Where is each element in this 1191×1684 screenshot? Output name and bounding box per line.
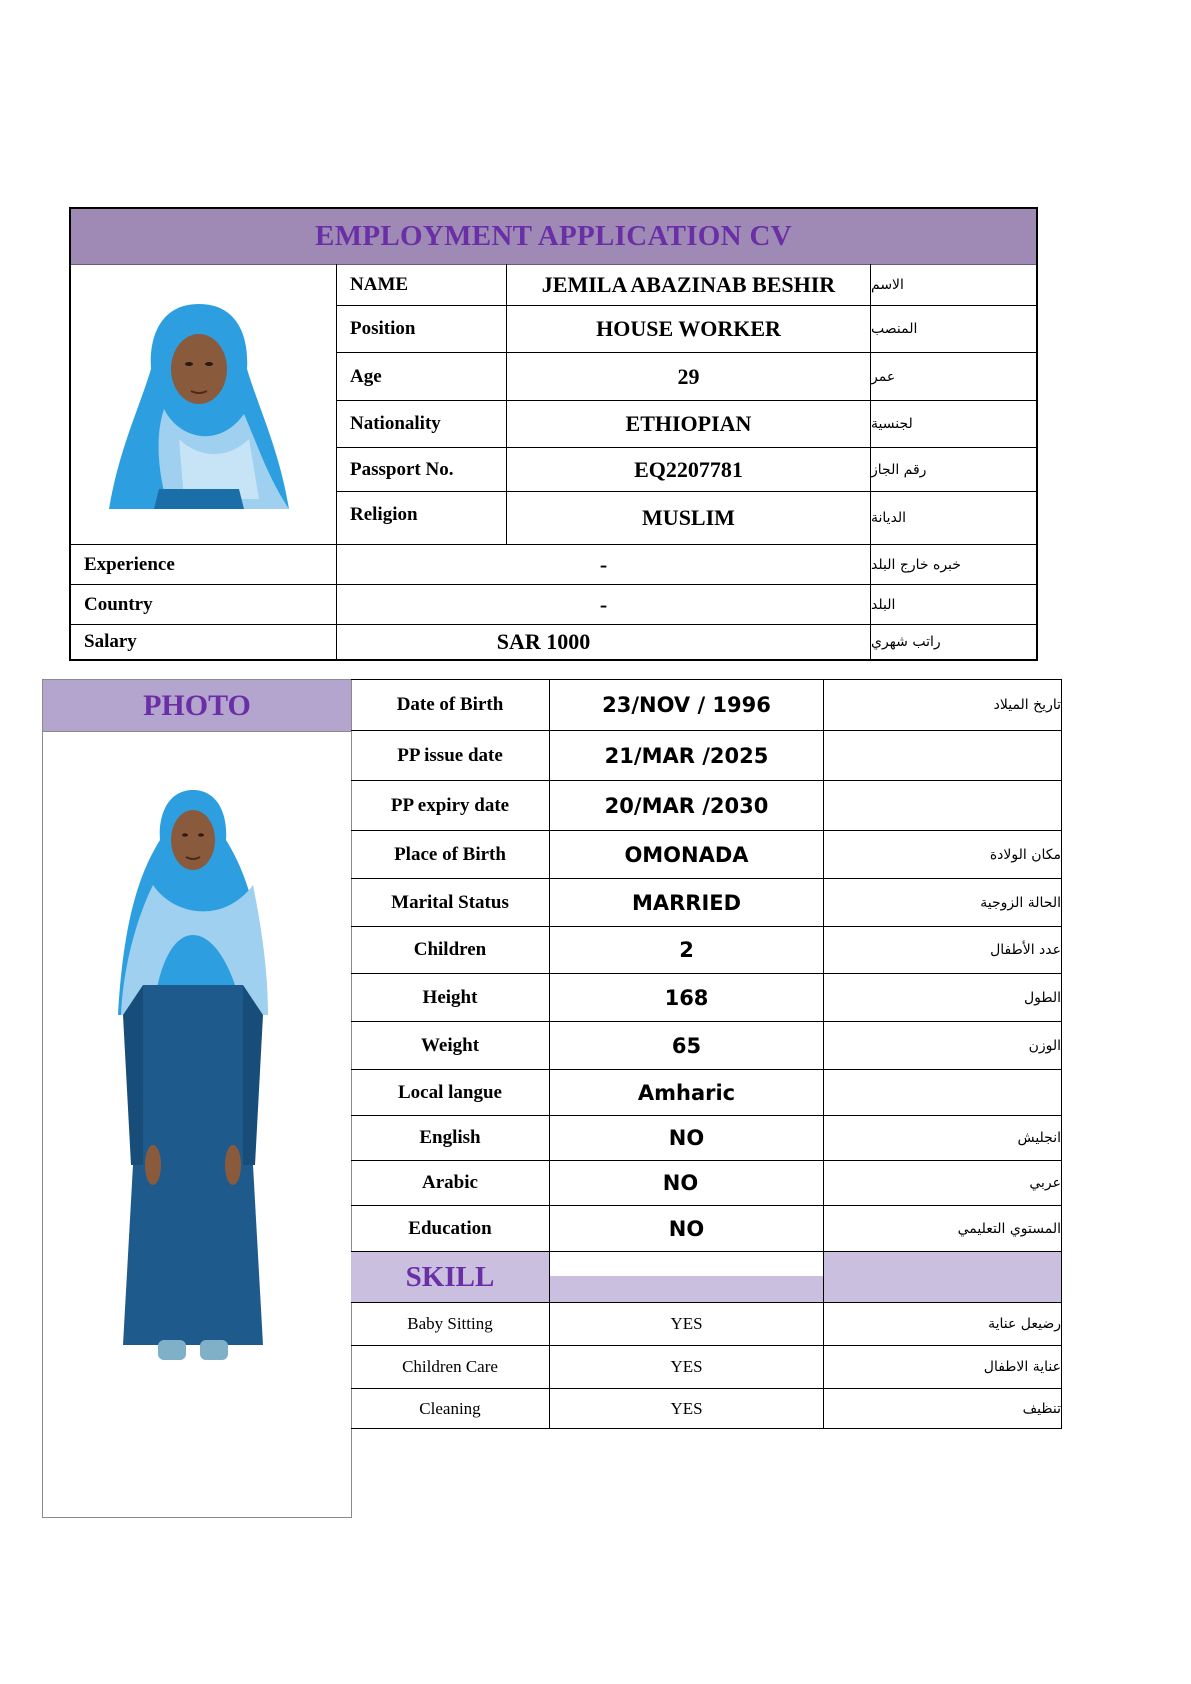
height-arabic: الطول <box>824 974 1061 1022</box>
age-value: 29 <box>507 353 871 401</box>
cv-title: EMPLOYMENT APPLICATION CV <box>315 220 792 252</box>
salary-arabic: راتب شهري <box>871 634 941 650</box>
nationality-value: ETHIOPIAN <box>507 401 871 448</box>
experience-value: - <box>337 545 871 585</box>
name-arabic: الاسم <box>871 264 1036 306</box>
photo-panel <box>42 679 352 1518</box>
marital-status-label: Marital Status <box>351 879 550 927</box>
local-language-value: Amharic <box>550 1070 824 1116</box>
children-value: 2 <box>550 927 824 974</box>
education-value: NO <box>550 1206 824 1252</box>
skill-header <box>351 1252 550 1303</box>
religion-label: Religion <box>337 492 507 545</box>
religion-value: MUSLIM <box>507 492 871 545</box>
children-arabic: عدد الأطفال <box>824 927 1061 974</box>
dob-value: 23/NOV / 1996 <box>550 680 824 731</box>
education-arabic: المستوي التعليمي <box>824 1206 1061 1252</box>
marital-status-arabic: الحالة الزوجية <box>824 879 1061 927</box>
skill-header-label: SKILL <box>405 1260 495 1293</box>
skill-baby-sitting-label: Baby Sitting <box>351 1303 550 1346</box>
dob-arabic: تاريخ الميلاد <box>824 680 1061 731</box>
passport-arabic: رقم الجاز <box>871 448 1036 492</box>
position-value: HOUSE WORKER <box>507 306 871 353</box>
details-table <box>351 679 1062 1429</box>
country-label: Country <box>71 585 337 625</box>
place-of-birth-label: Place of Birth <box>351 831 550 879</box>
pp-issue-label: PP issue date <box>351 731 550 781</box>
dob-label: Date of Birth <box>351 680 550 731</box>
passport-value: EQ2207781 <box>507 448 871 492</box>
passport-label: Passport No. <box>337 448 507 492</box>
weight-label: Weight <box>351 1022 550 1070</box>
nationality-label: Nationality <box>337 401 507 448</box>
skill-header-right <box>824 1252 1061 1303</box>
skill-children-care-arabic: عناية الاطفال <box>824 1346 1061 1389</box>
education-label: Education <box>351 1206 550 1252</box>
pp-expiry-label: PP expiry date <box>351 781 550 831</box>
religion-arabic: الديانة <box>871 492 1036 545</box>
nationality-arabic: لجنسية <box>871 401 1036 448</box>
english-value: NO <box>550 1116 824 1161</box>
salary-label: Salary <box>71 625 337 659</box>
marital-status-value: MARRIED <box>550 879 824 927</box>
weight-value: 65 <box>550 1022 824 1070</box>
position-label: Position <box>337 306 507 353</box>
skill-baby-sitting-value: YES <box>550 1303 824 1346</box>
skill-header-mid-fill <box>550 1276 823 1302</box>
cv-title-bar <box>71 209 1036 265</box>
english-arabic: انجليش <box>824 1116 1061 1161</box>
arabic-arabic: عربي <box>824 1161 1061 1206</box>
skill-header-mid <box>550 1252 824 1303</box>
arabic-label: Arabic <box>351 1161 550 1206</box>
age-label: Age <box>337 353 507 401</box>
age-arabic: عمر <box>871 353 1036 401</box>
height-label: Height <box>351 974 550 1022</box>
place-of-birth-arabic: مكان الولادة <box>824 831 1061 879</box>
experience-label: Experience <box>71 545 337 585</box>
skill-cleaning-value: YES <box>550 1389 824 1429</box>
english-label: English <box>351 1116 550 1161</box>
arabic-value: NO <box>550 1161 824 1206</box>
skill-cleaning-arabic: تنظيف <box>1022 1401 1061 1417</box>
skill-children-care-value: YES <box>550 1346 824 1389</box>
local-language-label: Local langue <box>351 1070 550 1116</box>
local-language-arabic <box>824 1070 1061 1116</box>
children-label: Children <box>351 927 550 974</box>
skill-cleaning-label: Cleaning <box>351 1389 550 1429</box>
salary-value: SAR 1000 <box>337 625 871 659</box>
country-arabic: البلد <box>871 585 1036 625</box>
pp-expiry-value: 20/MAR /2030 <box>550 781 824 831</box>
skill-children-care-label: Children Care <box>351 1346 550 1389</box>
portrait-photo <box>109 299 289 509</box>
name-label: NAME <box>337 264 507 306</box>
weight-arabic: الوزن <box>824 1022 1061 1070</box>
portrait-cell <box>71 264 337 545</box>
name-value: JEMILA ABAZINAB BESHIR <box>507 264 871 306</box>
photo-header <box>43 680 351 732</box>
position-arabic: المنصب <box>871 306 1036 353</box>
photo-header-label: PHOTO <box>143 688 251 722</box>
height-value: 168 <box>550 974 824 1022</box>
pp-issue-arabic <box>824 731 1061 781</box>
cv-summary-table <box>69 207 1038 661</box>
place-of-birth-value: OMONADA <box>550 831 824 879</box>
full-length-photo <box>113 785 273 1375</box>
country-value: - <box>337 585 871 625</box>
skill-baby-sitting-arabic: رضيعل عناية <box>824 1303 1061 1346</box>
experience-arabic: خبره خارج البلد <box>871 545 1036 585</box>
pp-issue-value: 21/MAR /2025 <box>550 731 824 781</box>
pp-expiry-arabic <box>824 781 1061 831</box>
